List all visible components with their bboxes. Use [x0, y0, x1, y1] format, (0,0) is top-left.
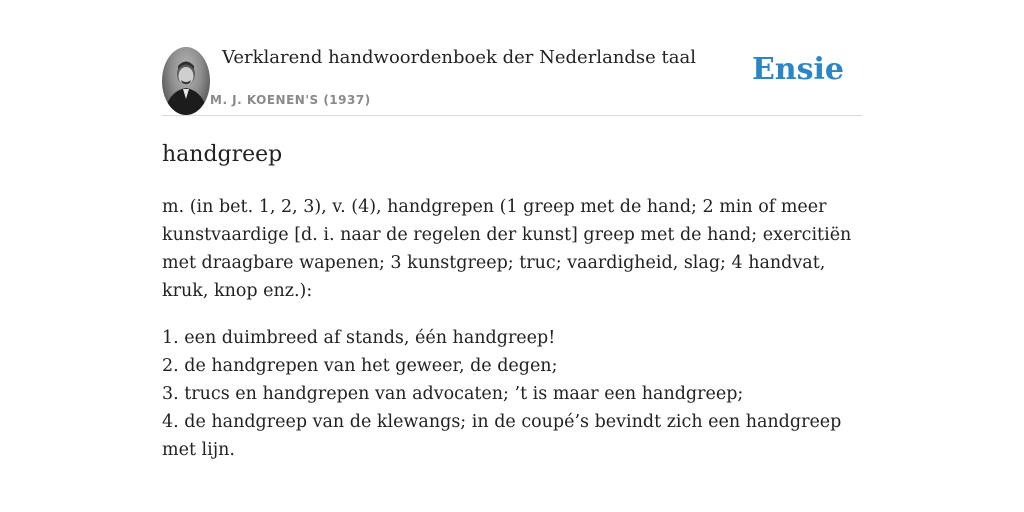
definition: m. (in bet. 1, 2, 3), v. (4), handgrepen (1 greep met de hand; 2 min of meer kunstvaardige [d. i. naar de regelen der kunst] greep met de hand; exercitiën met draagbare wapenen; 3 kunstgreep; truc; vaardigheid, slag; 4 handvat, kruk, knop enz.): [162, 197, 852, 301]
page [162, 0, 862, 464]
header [162, 46, 862, 116]
examples-list [162, 324, 862, 464]
example-item: 4. de handgreep van de klewangs; in de coupé’s bevindt zich een handgreep met lijn. [162, 412, 842, 460]
example-item: 2. de handgrepen van het geweer, de degen; [162, 356, 558, 376]
example-item: 3. trucs en handgrepen van advocaten; ’t is maar een handgreep; [162, 384, 744, 404]
author-portrait-icon [162, 47, 210, 115]
example-item: 1. een duimbreed af stands, één handgreep! [162, 328, 556, 348]
author-label: M. J. KOENEN'S (1937) [210, 93, 371, 107]
book-title: Verklarend handwoordenboek der Nederlandse taal [222, 47, 696, 68]
headword: handgreep [162, 142, 283, 167]
ensie-logo-link[interactable]: Ensie [751, 52, 844, 87]
